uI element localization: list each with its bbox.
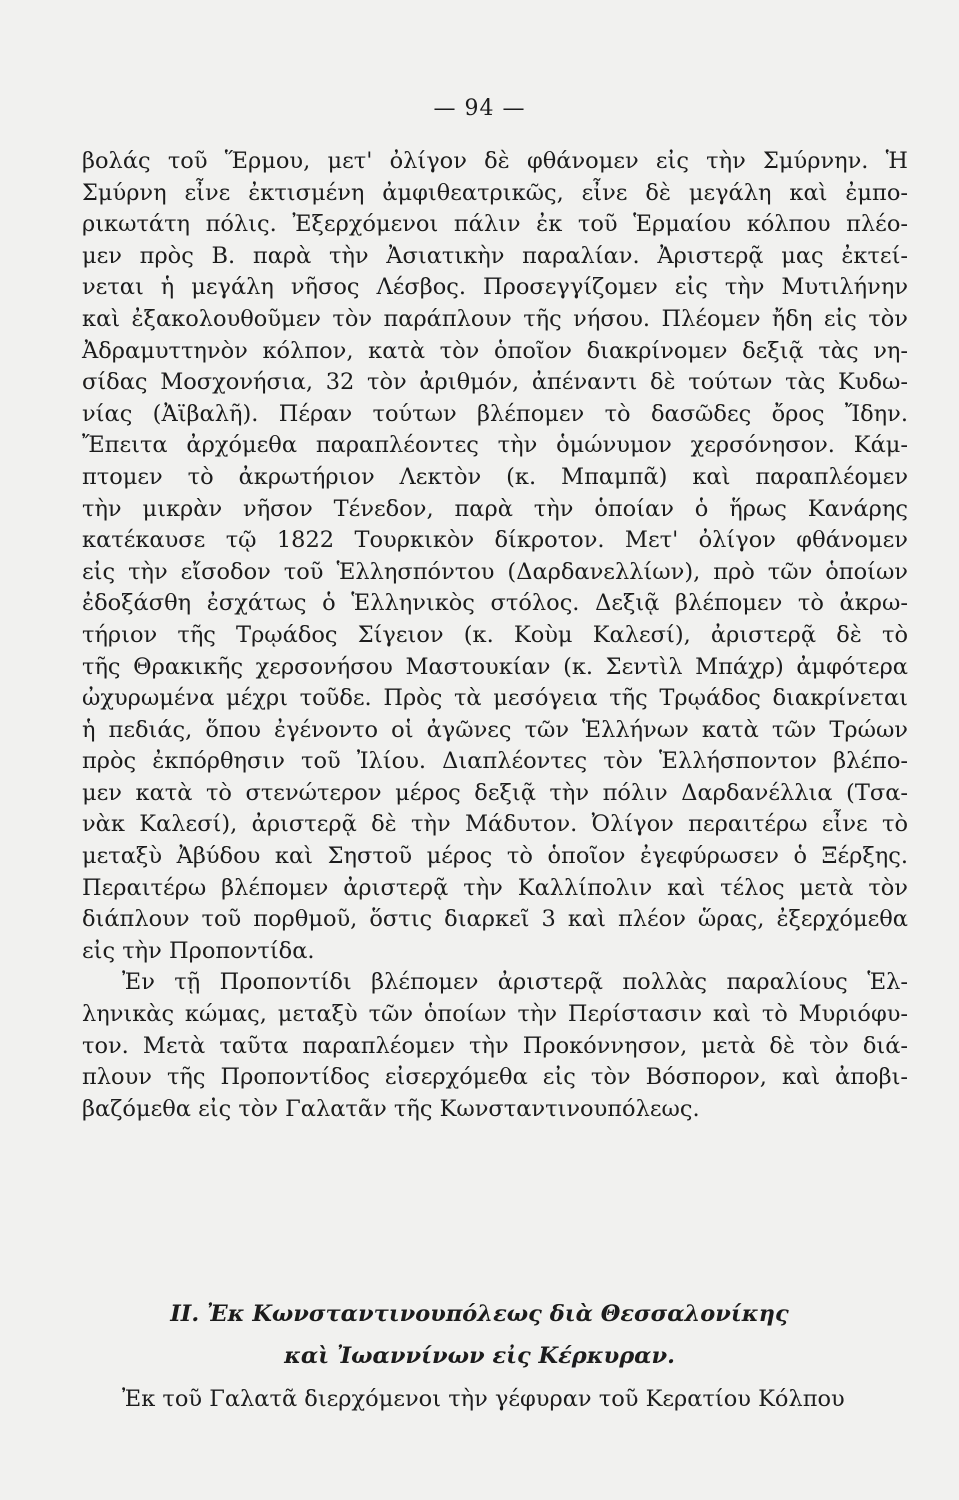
text-line: βολάς τοῦ Ἕρμου, μετ' ὀλίγον δὲ φθάνομεν εἰς τὴν Σμύρνην. Ἡ <box>82 148 908 174</box>
text-line: Ἐκ τοῦ Γαλατᾶ διερχόμενοι τὴν γέφυραν τοῦ Κερατίου Κόλπου <box>122 1386 845 1412</box>
text-line: Ἀδραμυττηνὸν κόλπον, κατὰ τὸν ὁποῖον διακρίνομεν δεξιᾷ τὰς νη- <box>82 337 908 364</box>
text-line: νεται ἡ μεγάλη νῆσος Λέσβος. Προσεγγίζομεν εἰς τὴν Μυτιλήνην <box>82 274 908 301</box>
text-line: πρὸς ἐκπόρθησιν τοῦ Ἰλίου. Διαπλέοντες τὸν Ἑλλήσποντον βλέπο- <box>82 748 908 775</box>
text-line: βαζόμεθα εἰς τὸν Γαλατᾶν τῆς Κωνσταντινουπόλεως. <box>82 1095 700 1122</box>
paragraph <box>82 1384 908 1416</box>
text-line: κατέκαυσε τῷ 1822 Τουρκικὸν δίκροτον. Μετ' ὀλίγον φθάνομεν <box>82 527 908 554</box>
text-line: ἡ πεδιάς, ὅπου ἐγένοντο οἱ ἀγῶνες τῶν Ἑλλήνων κατὰ τῶν Τρώων <box>82 716 908 743</box>
text-line: ἐδοξάσθη ἐσχάτως ὁ Ἑλληνικὸς στόλος. Δεξιᾷ βλέπομεν τὸ ἀκρω- <box>82 590 908 617</box>
text-line: διάπλουν τοῦ πορθμοῦ, ὅστις διαρκεῖ 3 καὶ πλέον ὥρας, ἐξερχόμεθα <box>82 906 908 933</box>
text-line: Ἔπειτα ἀρχόμεθα παραπλέοντες τὴν ὁμώνυμον χερσόνησον. Κάμ- <box>82 432 908 459</box>
text-line: μεταξὺ Ἀβύδου καὶ Σηστοῦ μέρος τὸ ὁποῖον ἐγεφύρωσεν ὁ Ξέρξης. <box>82 843 908 870</box>
paragraph <box>82 967 908 1125</box>
text-line: νίας (Ἀϊβαλῆ). Πέραν τούτων βλέπομεν τὸ δασῶδες ὄρος Ἴδην. <box>82 400 908 427</box>
text-line: ρικωτάτη πόλις. Ἐξερχόμενοι πάλιν ἐκ τοῦ Ἑρμαίου κόλπου πλέο- <box>82 211 908 238</box>
section-heading-line-1: ΙΙ. Ἐκ Κωνσταντινουπόλεως διὰ Θεσσαλονίκης <box>170 1301 789 1327</box>
text-line: τήριον τῆς Τρῳάδος Σίγειον (κ. Κοὺμ Καλεσί), ἀριστερᾷ δὲ τὸ <box>82 621 908 648</box>
paragraph <box>82 146 908 967</box>
text-line: νὰκ Καλεσί), ἀριστερᾷ δὲ τὴν Μάδυτον. Ὀλίγον περαιτέρω εἶνε τὸ <box>82 811 908 838</box>
text-line: εἰς τὴν Προποντίδα. <box>82 937 315 964</box>
text-line: εἰς τὴν εἴσοδον τοῦ Ἑλλησπόντου (Δαρδανελλίων), πρὸ τῶν ὁποίων <box>82 558 908 585</box>
body-text <box>82 146 908 1125</box>
text-line: πτομεν τὸ ἀκρωτήριον Λεκτὸν (κ. Μπαμπᾶ) καὶ παραπλέομεν <box>82 463 908 490</box>
section-heading-line-2: καὶ Ἰωαννίνων εἰς Κέρκυραν. <box>284 1343 675 1369</box>
text-line: καὶ ἐξακολουθοῦμεν τὸν παράπλουν τῆς νήσου. Πλέομεν ἤδη εἰς τὸν <box>82 305 908 332</box>
text-line: Ἐν τῇ Προποντίδι βλέπομεν ἀριστερᾷ πολλὰς παραλίους Ἑλ- <box>122 969 908 996</box>
text-line: Σμύρνη εἶνε ἐκτισμένη ἀμφιθεατρικῶς, εἶνε δὲ μεγάλη καὶ ἐμπο- <box>82 179 908 206</box>
text-line: σίδας Μοσχονήσια, 32 τὸν ἀριθμόν, ἀπέναντι δὲ τούτων τὰς Κυδω- <box>82 369 908 396</box>
text-line: μεν πρὸς Β. παρὰ τὴν Ἀσιατικὴν παραλίαν. Ἀριστερᾷ μας ἐκτεί- <box>82 242 908 269</box>
text-line: μεν κατὰ τὸ στενώτερον μέρος δεξιᾷ τὴν πόλιν Δαρδανέλλια (Τσα- <box>82 779 908 806</box>
page-number: — 94 — <box>433 96 526 121</box>
text-line: τῆς Θρακικῆς χερσονήσου Μαστουκίαν (κ. Σεντὶλ Μπάχρ) ἀμφότερα <box>82 653 908 680</box>
text-line: τὴν μικρὰν νῆσον Τένεδον, παρὰ τὴν ὁποίαν ὁ ἥρως Κανάρης <box>82 495 908 522</box>
text-line: ὠχυρωμένα μέχρι τοῦδε. Πρὸς τὰ μεσόγεια τῆς Τρῳάδος διακρίνεται <box>82 685 908 712</box>
text-line: πλουν τῆς Προποντίδος εἰσερχόμεθα εἰς τὸν Βόσπορον, καὶ ἀποβι- <box>82 1064 908 1091</box>
text-line: ληνικὰς κώμας, μεταξὺ τῶν ὁποίων τὴν Περίστασιν καὶ τὸ Μυριόφυ- <box>82 1001 908 1028</box>
text-line: Περαιτέρω βλέπομεν ἀριστερᾷ τὴν Καλλίπολιν καὶ τέλος μετὰ τὸν <box>82 874 908 901</box>
text-line: τον. Μετὰ ταῦτα παραπλέομεν τὴν Προκόννησον, μετὰ δὲ τὸν διά- <box>82 1032 908 1059</box>
